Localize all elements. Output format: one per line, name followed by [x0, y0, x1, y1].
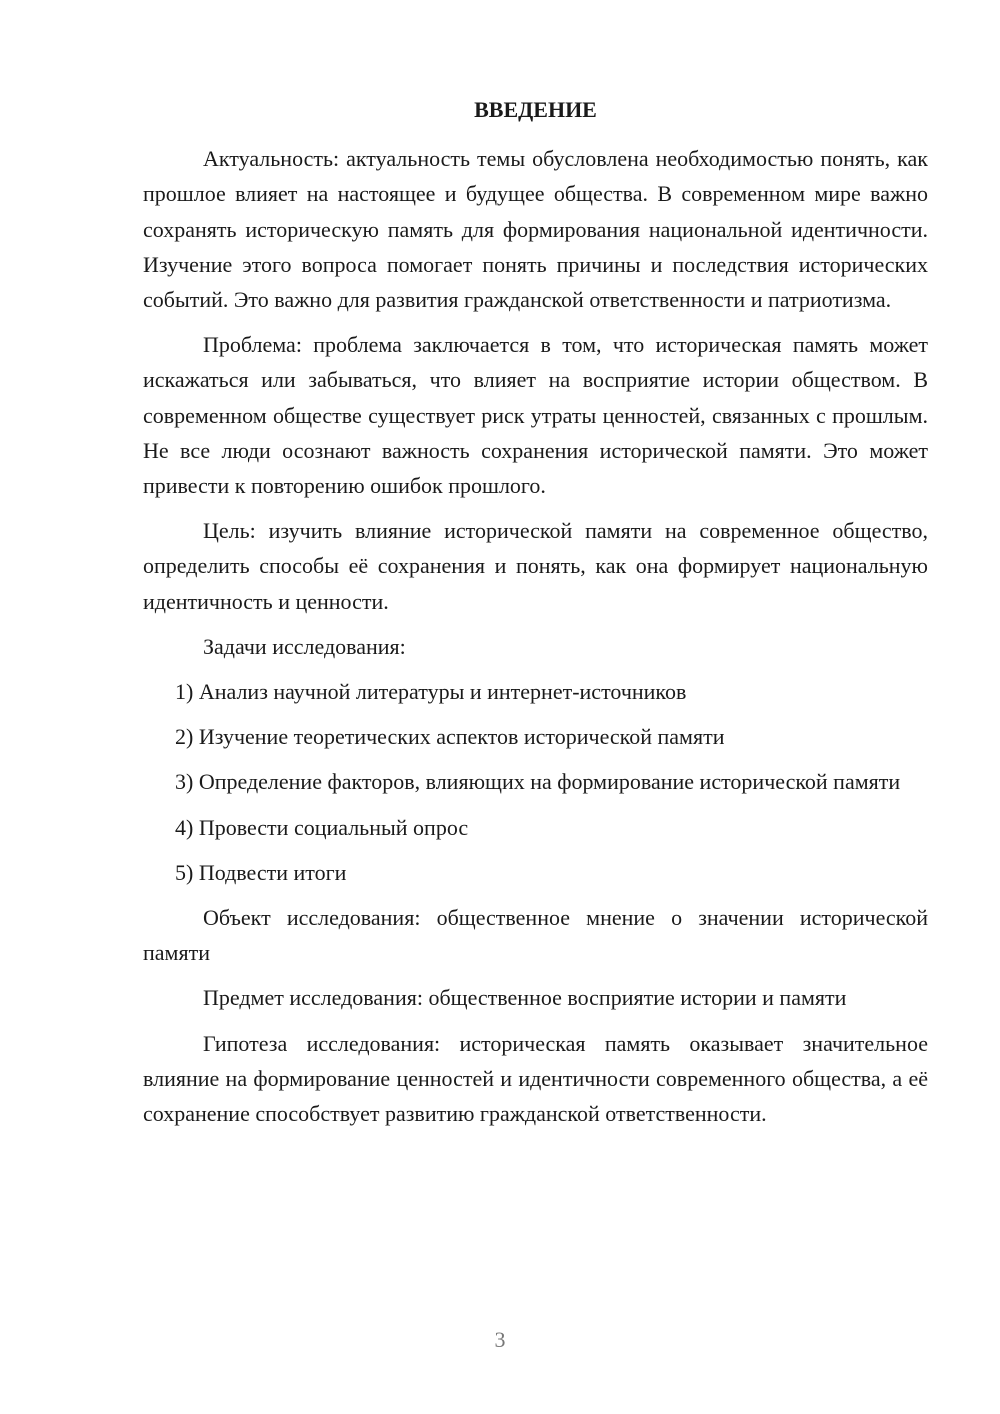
hypothesis-paragraph: Гипотеза исследования: историческая память оказывает значительное влияние на формирование ценностей и идентичности современного общества, а её сохранение способствует развитию гражданской ответственности.	[143, 1030, 928, 1127]
object-paragraph: Объект исследования: общественное мнение о значении исторической памяти	[143, 905, 928, 966]
problem-paragraph: Проблема: проблема заключается в том, что историческая память может искажаться или забываться, что влияет на восприятие истории обществом. В современном обществе существует риск утраты ценностей, связанных с прошлым. Не все люди осознают важность сохранения исторической памяти. Это может привести к повторению ошибок прошлого.	[143, 332, 928, 499]
task-item-2: 2) Изучение теоретических аспектов исторической памяти	[175, 724, 725, 750]
relevance-paragraph: Актуальность: актуальность темы обусловлена необходимостью понять, как прошлое влияет на настоящее и будущее общества. В современном мире важно сохранять историческую память для формирования национальной идентичности. Изучение этого вопроса помогает понять причины и последствия исторических событий. Это важно для развития гражданской ответственности и патриотизма.	[143, 146, 928, 313]
task-item-3: 3) Определение факторов, влияющих на формирование исторической памяти	[175, 769, 901, 795]
section-title: ВВЕДЕНИЕ	[474, 97, 597, 122]
page-number: 3	[494, 1327, 506, 1352]
document-page	[143, 92, 928, 1141]
task-item-4: 4) Провести социальный опрос	[175, 814, 469, 840]
subject-paragraph: Предмет исследования: общественное восприятие истории и памяти	[203, 985, 847, 1011]
task-item-5: 5) Подвести итоги	[175, 859, 347, 885]
tasks-heading: Задачи исследования:	[203, 633, 406, 659]
task-item-1: 1) Анализ научной литературы и интернет-источников	[175, 679, 687, 705]
goal-paragraph: Цель: изучить влияние исторической памяти на современное общество, определить способы её сохранения и понять, как она формирует национальную идентичность и ценности.	[143, 518, 928, 614]
